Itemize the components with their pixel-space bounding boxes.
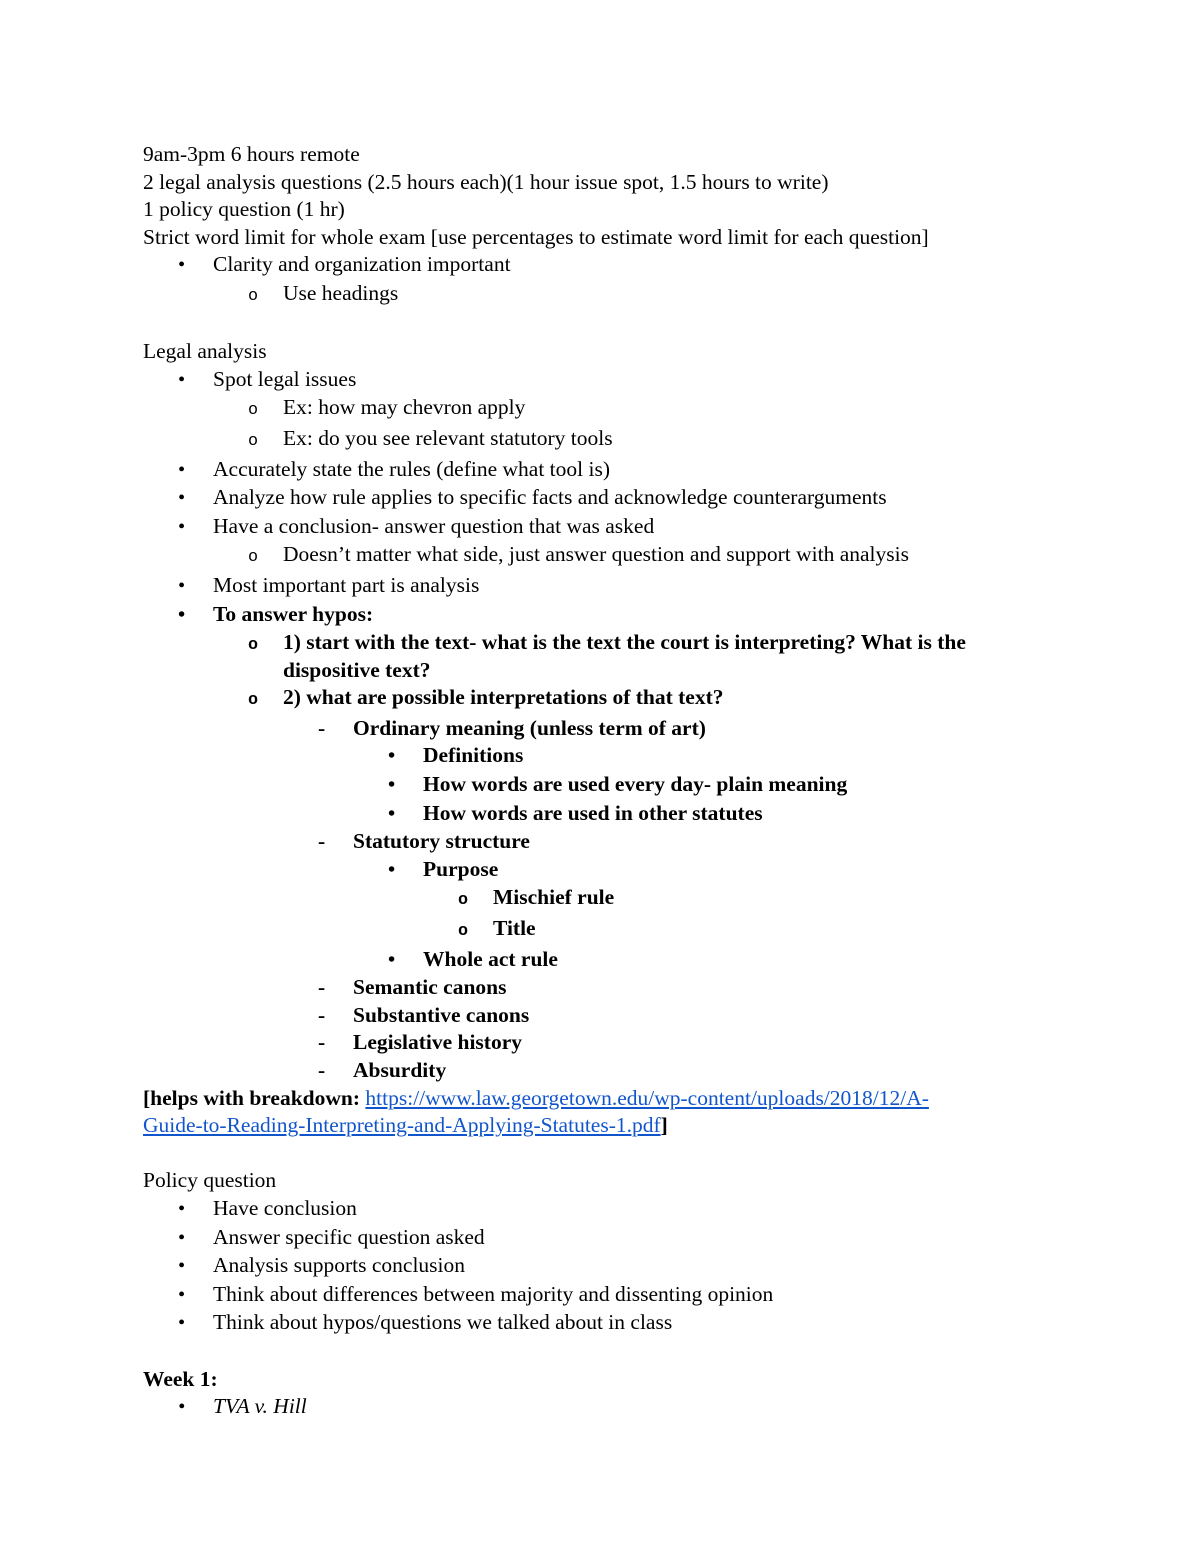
- document-body: [143, 141, 1058, 1422]
- list-item: [143, 1002, 1058, 1030]
- circle-marker: o: [248, 286, 259, 306]
- statutes-guide-link[interactable]: https://www.law.georgetown.edu/wp-content/uploads/2018/12/A-: [365, 1085, 929, 1110]
- list-item: [143, 946, 1058, 975]
- bullet-marker: •: [178, 603, 186, 626]
- bullet-marker: •: [178, 574, 186, 597]
- dash-marker: -: [318, 1030, 326, 1055]
- line-text: Most important part is analysis: [213, 572, 480, 597]
- bullet-marker: •: [178, 1312, 186, 1335]
- list-item: [143, 601, 1058, 630]
- dash-marker: -: [318, 715, 326, 740]
- line-text: Doesn’t matter what side, just answer question and support with analysis: [283, 542, 909, 567]
- list-item: [143, 1309, 1058, 1338]
- list-item: [143, 366, 1058, 395]
- list-item: [143, 915, 1058, 946]
- line-text: Analysis supports conclusion: [213, 1253, 466, 1278]
- line-text-part: ]: [660, 1113, 668, 1138]
- line-text: Answer specific question asked: [213, 1224, 485, 1249]
- bullet-marker: •: [178, 1197, 186, 1220]
- line-text: Statutory structure: [353, 829, 530, 854]
- line-text: Ex: how may chevron apply: [283, 395, 526, 420]
- line-text: Policy question: [143, 1168, 277, 1193]
- list-item: [143, 1057, 1058, 1085]
- dash-marker: -: [318, 829, 326, 854]
- list-item: [143, 800, 1058, 829]
- line-text: Ex: do you see relevant statutory tools: [283, 425, 613, 450]
- bullet-marker: •: [178, 515, 186, 538]
- line-text: Whole act rule: [423, 946, 558, 971]
- circle-marker: o: [458, 891, 469, 911]
- paragraph: [143, 196, 1058, 224]
- bullet-marker: •: [178, 458, 186, 481]
- line-text: 2) what are possible interpretations of that text?: [283, 685, 724, 710]
- bullet-marker: •: [178, 1226, 186, 1249]
- bullet-marker: •: [388, 802, 396, 825]
- list-item: [143, 1252, 1058, 1281]
- bullet-marker: •: [178, 368, 186, 391]
- paragraph: [143, 1366, 1058, 1394]
- dash-marker: -: [318, 1002, 326, 1027]
- line-text: Legal analysis: [143, 339, 267, 364]
- list-item: [143, 856, 1058, 885]
- line-text: How words are used in other statutes: [423, 800, 763, 825]
- paragraph: [143, 224, 1058, 252]
- bullet-marker: •: [388, 745, 396, 768]
- line-text: 2 legal analysis questions (2.5 hours each)(1 hour issue spot, 1.5 hours to write): [143, 169, 829, 194]
- list-item: [143, 251, 1058, 280]
- circle-marker: o: [458, 922, 469, 942]
- list-item: [143, 572, 1058, 601]
- list-item: [143, 425, 1058, 456]
- circle-marker: o: [248, 401, 259, 421]
- bullet-marker: •: [388, 948, 396, 971]
- line-text: Strict word limit for whole exam [use percentages to estimate word limit for each question]: [143, 224, 929, 249]
- list-item: [143, 1224, 1058, 1253]
- list-item: [143, 1029, 1058, 1057]
- line-text: Use headings: [283, 280, 399, 305]
- blank-line: [143, 311, 1058, 339]
- bullet-marker: •: [178, 1283, 186, 1306]
- bullet-marker: •: [178, 254, 186, 277]
- line-text: Semantic canons: [353, 975, 507, 1000]
- line-text: Have a conclusion- answer question that was asked: [213, 513, 655, 538]
- list-item: [143, 715, 1058, 743]
- line-text: Title: [493, 916, 536, 941]
- statutes-guide-link[interactable]: Guide-to-Reading-Interpreting-and-Applying-Statutes-1.pdf: [143, 1113, 661, 1138]
- list-item: [143, 884, 1058, 915]
- line-text: How words are used every day- plain meaning: [423, 772, 848, 797]
- line-text: Accurately state the rules (define what tool is): [213, 456, 611, 481]
- dash-marker: -: [318, 975, 326, 1000]
- paragraph: [143, 1085, 1058, 1140]
- list-item: [143, 541, 1058, 572]
- circle-marker: o: [248, 636, 259, 656]
- list-item: [143, 280, 1058, 311]
- line-text: Think about differences between majority and dissenting opinion: [213, 1281, 774, 1306]
- line-text: Clarity and organization important: [213, 252, 511, 277]
- list-item: [143, 828, 1058, 856]
- bullet-marker: •: [178, 1396, 186, 1419]
- bullet-marker: •: [388, 774, 396, 797]
- line-text: Legislative history: [353, 1030, 522, 1055]
- bullet-marker: •: [388, 858, 396, 881]
- line-text: Absurdity: [353, 1058, 447, 1082]
- paragraph: [143, 338, 1058, 366]
- dash-marker: -: [318, 1058, 326, 1082]
- line-text: 9am-3pm 6 hours remote: [143, 142, 360, 166]
- list-item: [143, 456, 1058, 485]
- circle-marker: o: [248, 691, 259, 711]
- paragraph: [143, 169, 1058, 197]
- list-item: [143, 484, 1058, 513]
- line-text: Ordinary meaning (unless term of art): [353, 715, 706, 740]
- line-text: Definitions: [423, 743, 524, 768]
- line-text: 1) start with the text- what is the text the court is interpreting? What is the dispositive text?: [283, 630, 966, 682]
- circle-marker: o: [248, 548, 259, 568]
- line-text: Mischief rule: [493, 885, 615, 910]
- line-text: Spot legal issues: [213, 366, 357, 391]
- line-text: Have conclusion: [213, 1195, 357, 1220]
- list-item: [143, 629, 1058, 684]
- blank-line: [143, 1338, 1058, 1366]
- list-item: [143, 974, 1058, 1002]
- list-item: [143, 771, 1058, 800]
- line-text: Week 1:: [143, 1366, 218, 1391]
- list-item: [143, 742, 1058, 771]
- paragraph: [143, 1167, 1058, 1195]
- list-item: [143, 513, 1058, 542]
- blank-line: [143, 1140, 1058, 1168]
- line-text: TVA v. Hill: [213, 1394, 307, 1419]
- line-text: To answer hypos:: [213, 601, 374, 626]
- list-item: [143, 1195, 1058, 1224]
- circle-marker: o: [248, 431, 259, 451]
- list-item: [143, 1281, 1058, 1310]
- line-text: Analyze how rule applies to specific facts and acknowledge counterarguments: [213, 485, 887, 510]
- line-text: Think about hypos/questions we talked about in class: [213, 1310, 673, 1335]
- bullet-marker: •: [178, 487, 186, 510]
- line-text: 1 policy question (1 hr): [143, 197, 345, 222]
- list-item: [143, 394, 1058, 425]
- line-text: [143, 1085, 1058, 1140]
- paragraph: [143, 141, 1058, 169]
- line-text-part: [helps with breakdown:: [143, 1085, 366, 1110]
- line-text: Purpose: [423, 856, 499, 881]
- list-item: [143, 684, 1058, 715]
- list-item: [143, 1393, 1058, 1422]
- line-text: Substantive canons: [353, 1002, 530, 1027]
- bullet-marker: •: [178, 1255, 186, 1278]
